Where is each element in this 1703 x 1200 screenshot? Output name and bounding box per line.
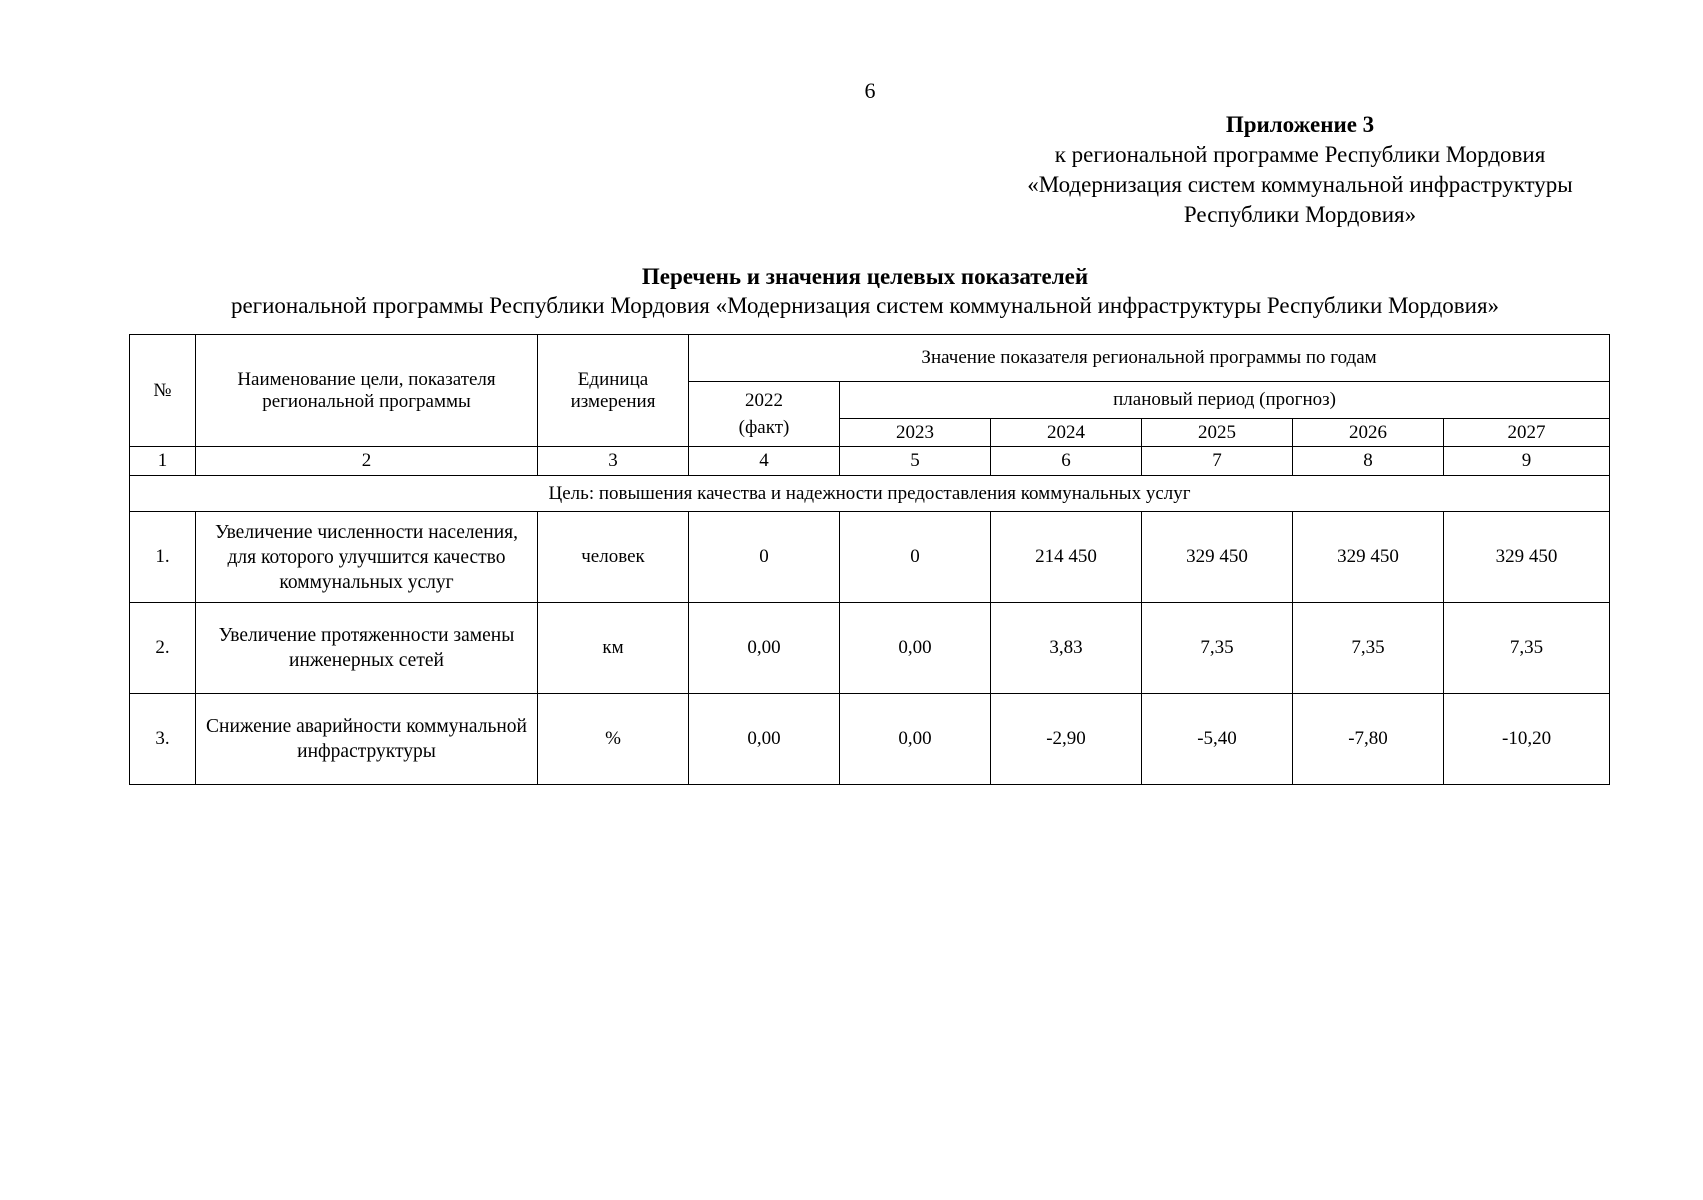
- column-index: 5: [840, 447, 991, 476]
- row-indicator-name: Снижение аварийности коммунальной инфраструктуры: [196, 694, 538, 785]
- appendix-line-2: «Модернизация систем коммунальной инфраструктуры: [1027, 172, 1573, 197]
- row-value: 7,35: [1444, 603, 1610, 694]
- row-value: 0: [689, 512, 840, 603]
- header-fact: [689, 382, 840, 447]
- row-unit: км: [538, 603, 689, 694]
- column-index-row: [130, 447, 1610, 476]
- column-index: 1: [130, 447, 196, 476]
- document-title-line-1: Перечень и значения целевых показателей: [641, 264, 1089, 289]
- header-name: Наименование цели, показателя региональной программы: [196, 335, 538, 447]
- row-value: 3,83: [991, 603, 1142, 694]
- goal-text: Цель: повышения качества и надежности предоставления коммунальных услуг: [130, 476, 1610, 512]
- indicators-table: [129, 334, 1610, 785]
- document-title-line-2: региональной программы Республики Мордовия «Модернизация систем коммунальной инфраструктуры Республики Мордовия»: [230, 293, 1500, 318]
- appendix-line-1: к региональной программе Республики Мордовия: [1054, 142, 1546, 167]
- appendix-line-3: Республики Мордовия»: [1183, 202, 1417, 227]
- header-row-top: [130, 335, 1610, 382]
- header-fact-year: 2022: [745, 390, 783, 411]
- row-value: 0,00: [840, 694, 991, 785]
- row-value: 0,00: [689, 694, 840, 785]
- row-value: 329 450: [1444, 512, 1610, 603]
- header-unit: Единица измерения: [538, 335, 689, 447]
- row-unit: человек: [538, 512, 689, 603]
- column-index: 9: [1444, 447, 1610, 476]
- column-index: 7: [1142, 447, 1293, 476]
- row-value: -2,90: [991, 694, 1142, 785]
- row-value: -7,80: [1293, 694, 1444, 785]
- header-year: 2026: [1293, 419, 1444, 447]
- row-value: 0,00: [689, 603, 840, 694]
- table-row: [130, 694, 1610, 785]
- row-number: 2.: [130, 603, 196, 694]
- row-indicator-name: Увеличение протяженности замены инженерных сетей: [196, 603, 538, 694]
- goal-row: [130, 476, 1610, 512]
- column-index: 4: [689, 447, 840, 476]
- row-indicator-name: Увеличение численности населения, для которого улучшится качество коммунальных услуг: [196, 512, 538, 603]
- row-value: 329 450: [1142, 512, 1293, 603]
- appendix-title: Приложение 3: [1225, 112, 1375, 137]
- header-year: 2023: [840, 419, 991, 447]
- page-number: 6: [864, 78, 876, 103]
- column-index: 8: [1293, 447, 1444, 476]
- row-value: -10,20: [1444, 694, 1610, 785]
- column-index: 3: [538, 447, 689, 476]
- column-index: 6: [991, 447, 1142, 476]
- row-value: 214 450: [991, 512, 1142, 603]
- row-number: 3.: [130, 694, 196, 785]
- table-row: [130, 603, 1610, 694]
- row-unit: %: [538, 694, 689, 785]
- table-row: [130, 512, 1610, 603]
- column-index: 2: [196, 447, 538, 476]
- header-year: 2027: [1444, 419, 1610, 447]
- header-values-group: Значение показателя региональной программы по годам: [689, 335, 1610, 382]
- row-value: 329 450: [1293, 512, 1444, 603]
- row-value: 0,00: [840, 603, 991, 694]
- header-year: 2024: [991, 419, 1142, 447]
- header-plan-period: плановый период (прогноз): [840, 382, 1610, 419]
- header-fact-label: (факт): [738, 417, 790, 438]
- row-value: -5,40: [1142, 694, 1293, 785]
- header-num: №: [130, 335, 196, 447]
- row-value: 7,35: [1142, 603, 1293, 694]
- row-number: 1.: [130, 512, 196, 603]
- appendix-block: [1015, 110, 1585, 230]
- header-year: 2025: [1142, 419, 1293, 447]
- document-title: [120, 262, 1610, 320]
- row-value: 7,35: [1293, 603, 1444, 694]
- row-value: 0: [840, 512, 991, 603]
